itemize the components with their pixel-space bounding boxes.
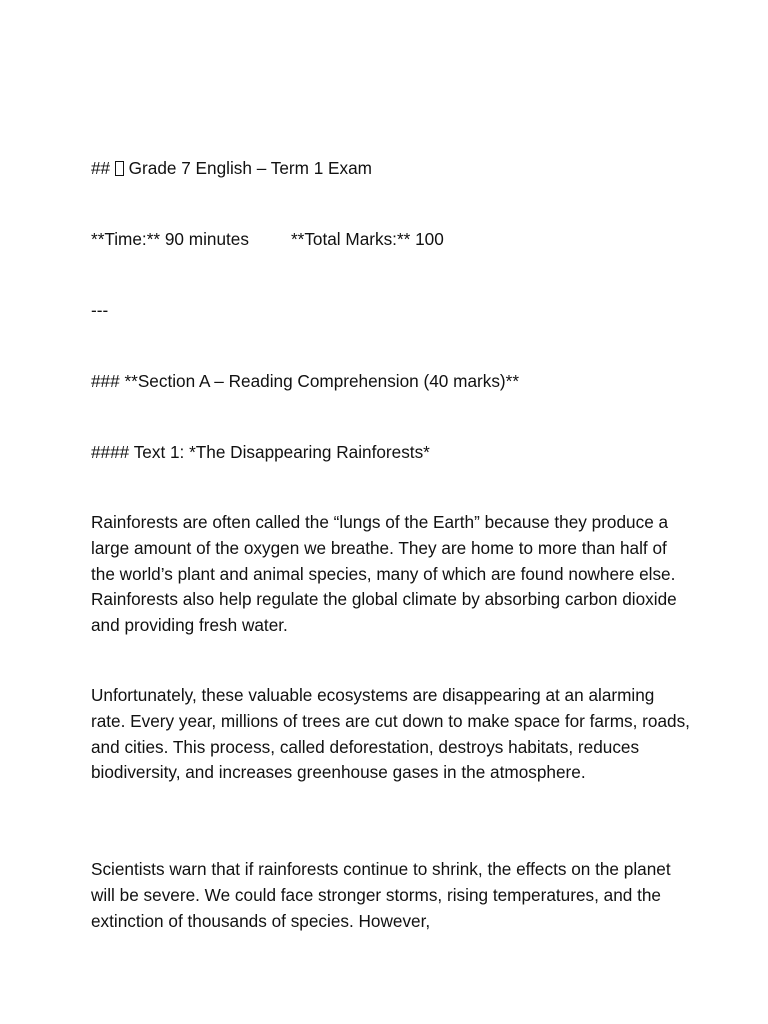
paragraph-3: Scientists warn that if rainforests continue to shrink, the effects on the planet will be severe. We could face stronger storms, rising temperatures, and the extinction of thousands of species. However, bbox=[91, 859, 671, 931]
missing-glyph-icon bbox=[115, 161, 124, 176]
paragraph-2: Unfortunately, these valuable ecosystems are disappearing at an alarming rate. Every year, millions of trees are cut down to make space for farms, roads, and cities. This process, called deforestation, destroys habitats, reduces biodiversity, and increases greenhouse gases in the atmosphere. bbox=[91, 685, 690, 783]
title-text: Grade 7 English – Term 1 Exam bbox=[123, 158, 372, 178]
exam-meta bbox=[91, 226, 444, 252]
section-heading: ### **Section A – Reading Comprehension (40 marks)** bbox=[91, 371, 520, 391]
total-marks-info: **Total Marks:** 100 bbox=[290, 229, 444, 249]
time-info: **Time:** 90 minutes bbox=[91, 229, 249, 249]
text-heading: #### Text 1: *The Disappearing Rainforests* bbox=[91, 442, 430, 462]
horizontal-rule-markdown: --- bbox=[91, 300, 109, 320]
paragraph-1: Rainforests are often called the “lungs of the Earth” because they produce a large amount of the oxygen we breathe. They are home to more than half of the world’s plant and animal species, many of which are found nowhere else. Rainforests also help regulate the global climate by absorbing carbon dioxide and providing fresh water. bbox=[91, 512, 677, 636]
title-markdown-prefix: ## bbox=[91, 158, 115, 178]
exam-title bbox=[91, 155, 372, 181]
